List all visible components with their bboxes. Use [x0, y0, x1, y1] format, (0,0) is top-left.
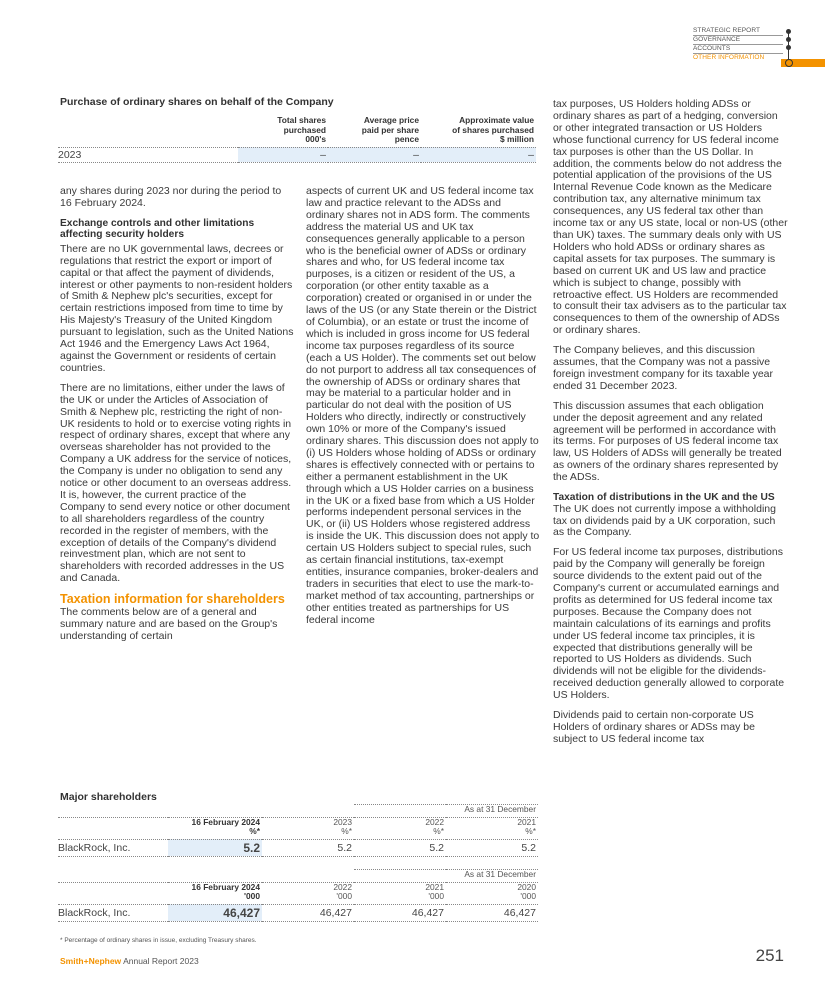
purchase-avg-value: –: [328, 147, 421, 162]
col-year: 2022 '000: [262, 882, 354, 904]
exchange-controls-heading: Exchange controls and other limitations affecting security holders: [60, 217, 255, 241]
current-count-value: 46,427: [168, 904, 262, 921]
col3-paragraph: The UK does not currently impose a withholding tax on dividends paid by a UK corporation, such as the Company.: [553, 502, 776, 539]
col3-paragraph: The Company believes, and this discussion assumes, that the Company was not a passive foreign investment company for its taxable year ended 31 December 2023.: [553, 344, 774, 392]
col1-paragraph: There are no UK governmental laws, decrees or regulations that restrict the export or import of capital or that affect the payment of dividends, interest or other payments to non-resident holders of Smith & Nephew plc's securities, except for certain restrictions imposed from time to time by His Majesty's Treasury of the United Kingdom pursuant to legislation, such as the United Nations Act 1946 and the Emergency Laws Act 1964, against the Government or residents of certain countries.: [60, 242, 294, 374]
table-row: [58, 904, 538, 921]
col1-paragraph: There are no limitations, either under the laws of the UK or under the Articles of Association of Smith & Nephew plc, restricting the right of non-UK residents to hold or to exercise voting rights in respect of ordinary shares, except that where any overseas shareholder has not provided to the Company a UK address for the service of notices, the Company is under no obligation to send any notice or other document to an overseas address. It is, however, the current practice of the Company to send every notice or other document to all shareholders regardless of the country recorded in the register of members, with the exception of details of the Company's dividend reinvestment plan, which are not sent to shareholders with recorded addresses in the US and Canada.: [60, 381, 292, 585]
taxation-heading: Taxation information for shareholders: [60, 592, 285, 607]
nav-other-information[interactable]: OTHER INFORMATION: [693, 54, 765, 61]
purchase-col-total: Total shares purchased 000's: [238, 116, 328, 147]
footer-text: Annual Report 2023: [121, 956, 199, 966]
nav-accounts[interactable]: ACCOUNTS: [693, 45, 783, 54]
col1-paragraph: any shares during 2023 nor during the period to 16 February 2024.: [60, 185, 282, 209]
col-year: 2022 %*: [354, 817, 446, 839]
pct-value: 5.2: [446, 839, 538, 856]
brand-logo: Smith+Nephew: [60, 956, 122, 966]
col-year: 2020 '000: [446, 882, 538, 904]
nav-dot-icon: [786, 37, 791, 42]
footnote: * Percentage of ordinary shares in issue, excluding Treasury shares.: [60, 937, 257, 944]
table-row: [58, 147, 536, 162]
col3-paragraph: tax purposes, US Holders holding ADSs or ordinary shares as part of a hedging, conversion or other integrated transaction or US Holders whose functional currency for US federal income tax purposes is other than the US Dollar. In addition, the comments below do not address the potential application of the provisions of the US Internal Revenue Code known as the Medicare contribution tax, any alternative minimum tax consequences, any US federal tax other than income tax or any US state, local or non-US (other than UK) taxes. The summary deals only with US Holders who hold ADSs or ordinary shares as capital assets for tax purposes. The summary is based on current UK and US law and practice which is subject to change, possibly with retroactive effect. US Holders are recommended to consult their tax advisers as to the particular tax consequences to them of the ownership of ADSs or ordinary shares.: [553, 98, 788, 337]
column-2: [306, 186, 540, 635]
nav-dot-icon: [786, 45, 791, 50]
purchase-col-value: Approximate value of shares purchased $ million: [421, 116, 536, 147]
major-shareholders-title: Major shareholders: [60, 791, 157, 803]
col3-paragraph: This discussion assumes that each obligation under the deposit agreement and any related agreement will be performed in accordance with its terms. For purposes of US federal income tax law, US Holders of ADSs will generally be treated as owners of the ordinary shares represented by the ADSs.: [553, 399, 782, 484]
shareholder-name: BlackRock, Inc.: [58, 839, 168, 856]
current-pct-value: 5.2: [168, 839, 262, 856]
purchase-col-avg-price: Average price paid per share pence: [328, 116, 421, 147]
col-16-feb-2024: 16 February 2024 %*: [168, 817, 262, 839]
nav-dot-icon: [786, 29, 791, 34]
col-16-feb-2024: 16 February 2024 '000: [168, 882, 262, 904]
shareholder-name: BlackRock, Inc.: [58, 904, 168, 921]
pct-value: 5.2: [354, 839, 446, 856]
pct-value: 5.2: [262, 839, 354, 856]
as-at-label: As at 31 December: [354, 805, 538, 818]
section-nav: [693, 27, 783, 62]
col-year: 2023 %*: [262, 817, 354, 839]
nav-governance[interactable]: GOVERNANCE: [693, 36, 783, 45]
distributions-heading: Taxation of distributions in the UK and the US: [553, 492, 775, 504]
col-year: 2021 '000: [354, 882, 446, 904]
col3-paragraph: For US federal income tax purposes, distributions paid by the Company will generally be foreign source dividends to the extent paid out of the Company's current or accumulated earnings and profits as determined for US federal income tax purposes. Because the Company does not maintain calculations of its earnings and profits under US federal income tax principles, it is expected that distributions generally will be reported to US Holders as dividends. Such dividends will not be eligible for the dividends-received deduction generally allowed to corporate US Holders.: [553, 546, 785, 702]
page-number: 251: [755, 946, 784, 965]
nav-strategic-report[interactable]: STRATEGIC REPORT: [693, 27, 783, 36]
column-1: [60, 186, 294, 651]
col2-paragraph: aspects of current UK and US federal income tax law and practice relevant to the ADSs and ordinary shares not in ADS form. The comments address the material US and UK tax consequences generally applicable to a person who is the beneficial owner of ADSs or ordinary shares and who, for US federal income tax purposes, is a citizen or resident of the US, a corporation (or other entity taxable as a corporation) created or organised in or under the laws of the US (or any State therein or the District of Columbia), or an estate or trust the income of which is included in gross income for US federal income tax purposes regardless of its source (each a US Holder). The comments set out below do not purport to address all tax consequences of the ownership of ADSs or ordinary shares that may be material to a particular holder and in particular do not deal with the position of US Holders who directly, indirectly or constructively own 10% or more of the Company's issued ordinary shares. This discussion does not apply to (i) US Holders whose holding of ADSs or ordinary shares is effectively connected with or pertains to either a permanent establishment in the UK through which a US Holder carries on a business in the UK or a fixed base from which a US Holder performs independent personal services in the UK, or (ii) US Holders whose registered address is inside the UK. This discussion does not apply to certain US Holders subject to special rules, such as certain financial institutions, tax-exempt entities, insurance companies, broker-dealers and traders in securities that elect to use the mark-to-market method of tax accounting, partnerships or other entities treated as partnerships for US federal income: [306, 185, 540, 626]
col-year: 2021 %*: [446, 817, 538, 839]
col3-paragraph: Dividends paid to certain non-corporate US Holders of ordinary shares or ADSs may be subject to US federal income tax: [553, 709, 755, 745]
purchase-table: [58, 116, 536, 163]
column-3: [553, 99, 789, 754]
count-value: 46,427: [446, 904, 538, 921]
purchase-year: 2023: [58, 147, 238, 162]
col1-paragraph: The comments below are of a general and summary nature and are based on the Group's understanding of certain: [60, 606, 278, 642]
purchase-approx-value: –: [421, 147, 536, 162]
major-shareholders-pct-table: [58, 804, 538, 857]
purchase-total-value: –: [238, 147, 328, 162]
nav-active-dot-icon: [785, 59, 793, 67]
as-at-label: As at 31 December: [354, 870, 538, 883]
page-footer: [60, 956, 199, 966]
table-row: [58, 839, 538, 856]
count-value: 46,427: [262, 904, 354, 921]
major-shareholders-count-table: [58, 869, 538, 922]
count-value: 46,427: [354, 904, 446, 921]
purchase-table-title: Purchase of ordinary shares on behalf of the Company: [60, 96, 334, 108]
